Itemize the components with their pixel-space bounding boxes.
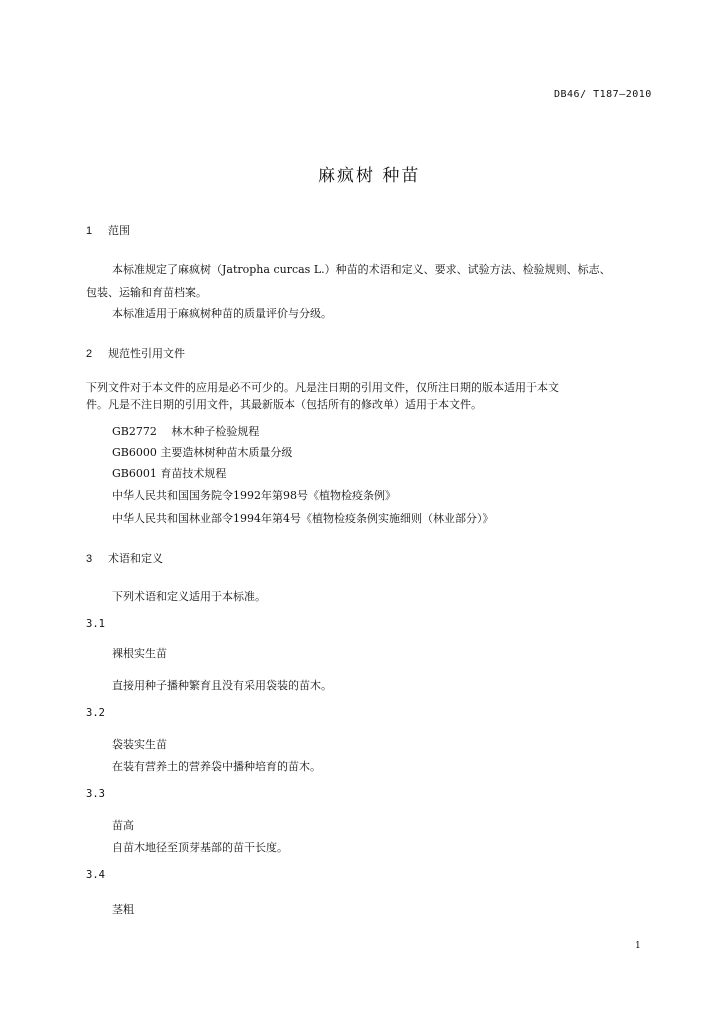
section-heading-1: [86, 222, 130, 238]
document-code: DB46/ T187—2010: [554, 89, 652, 100]
term-name: 裸根实生苗: [112, 647, 167, 660]
section-heading-2: [86, 345, 185, 361]
section-title: 术语和定义: [108, 552, 163, 565]
paragraph: 本标准规定了麻疯树（Jatropha curcas L.）种苗的术语和定义、要求、试验方法、检验规则、标志、: [112, 263, 611, 276]
term-number: 3.1: [86, 618, 105, 630]
reference-item: GB6001 育苗技术规程: [112, 467, 227, 480]
term-name: 茎粗: [112, 903, 134, 916]
paragraph: 包装、运输和育苗档案。: [86, 286, 207, 299]
section-number: 3: [86, 553, 93, 565]
section-title: 规范性引用文件: [108, 347, 185, 360]
term-definition: 直接用种子播种繁育且没有采用袋装的苗木。: [112, 679, 332, 692]
term-number: 3.3: [86, 788, 105, 800]
section-number: 2: [86, 348, 93, 360]
paragraph: 件。凡是不注日期的引用文件，其最新版本（包括所有的修改单）适用于本文件。: [86, 398, 482, 411]
section-title: 范围: [108, 224, 130, 237]
document-title: 麻疯树 种苗: [318, 166, 421, 186]
section-number: 1: [86, 225, 93, 237]
term-name: 苗高: [112, 819, 134, 832]
paragraph: 下列文件对于本文件的应用是必不可少的。凡是注日期的引用文件，仅所注日期的版本适用于本文: [86, 381, 559, 394]
reference-item: GB6000 主要造林树种苗木质量分级: [112, 446, 293, 459]
reference-item: 中华人民共和国国务院令1992年第98号《植物检疫条例》: [112, 489, 396, 502]
paragraph: 本标准适用于麻疯树种苗的质量评价与分级。: [112, 307, 332, 320]
term-definition: 在装有营养土的营养袋中播种培育的苗木。: [112, 760, 321, 773]
paragraph: 下列术语和定义适用于本标准。: [112, 590, 266, 603]
reference-item: GB2772 林木种子检验规程: [112, 425, 260, 438]
term-number: 3.4: [86, 869, 105, 881]
page-number: 1: [635, 941, 641, 951]
reference-item: 中华人民共和国林业部令1994年第4号《植物检疫条例实施细则（林业部分）》: [112, 512, 494, 525]
section-heading-3: [86, 550, 163, 566]
term-name: 袋装实生苗: [112, 738, 167, 751]
term-definition: 自苗木地径至顶芽基部的苗干长度。: [112, 841, 288, 854]
term-number: 3.2: [86, 707, 105, 719]
